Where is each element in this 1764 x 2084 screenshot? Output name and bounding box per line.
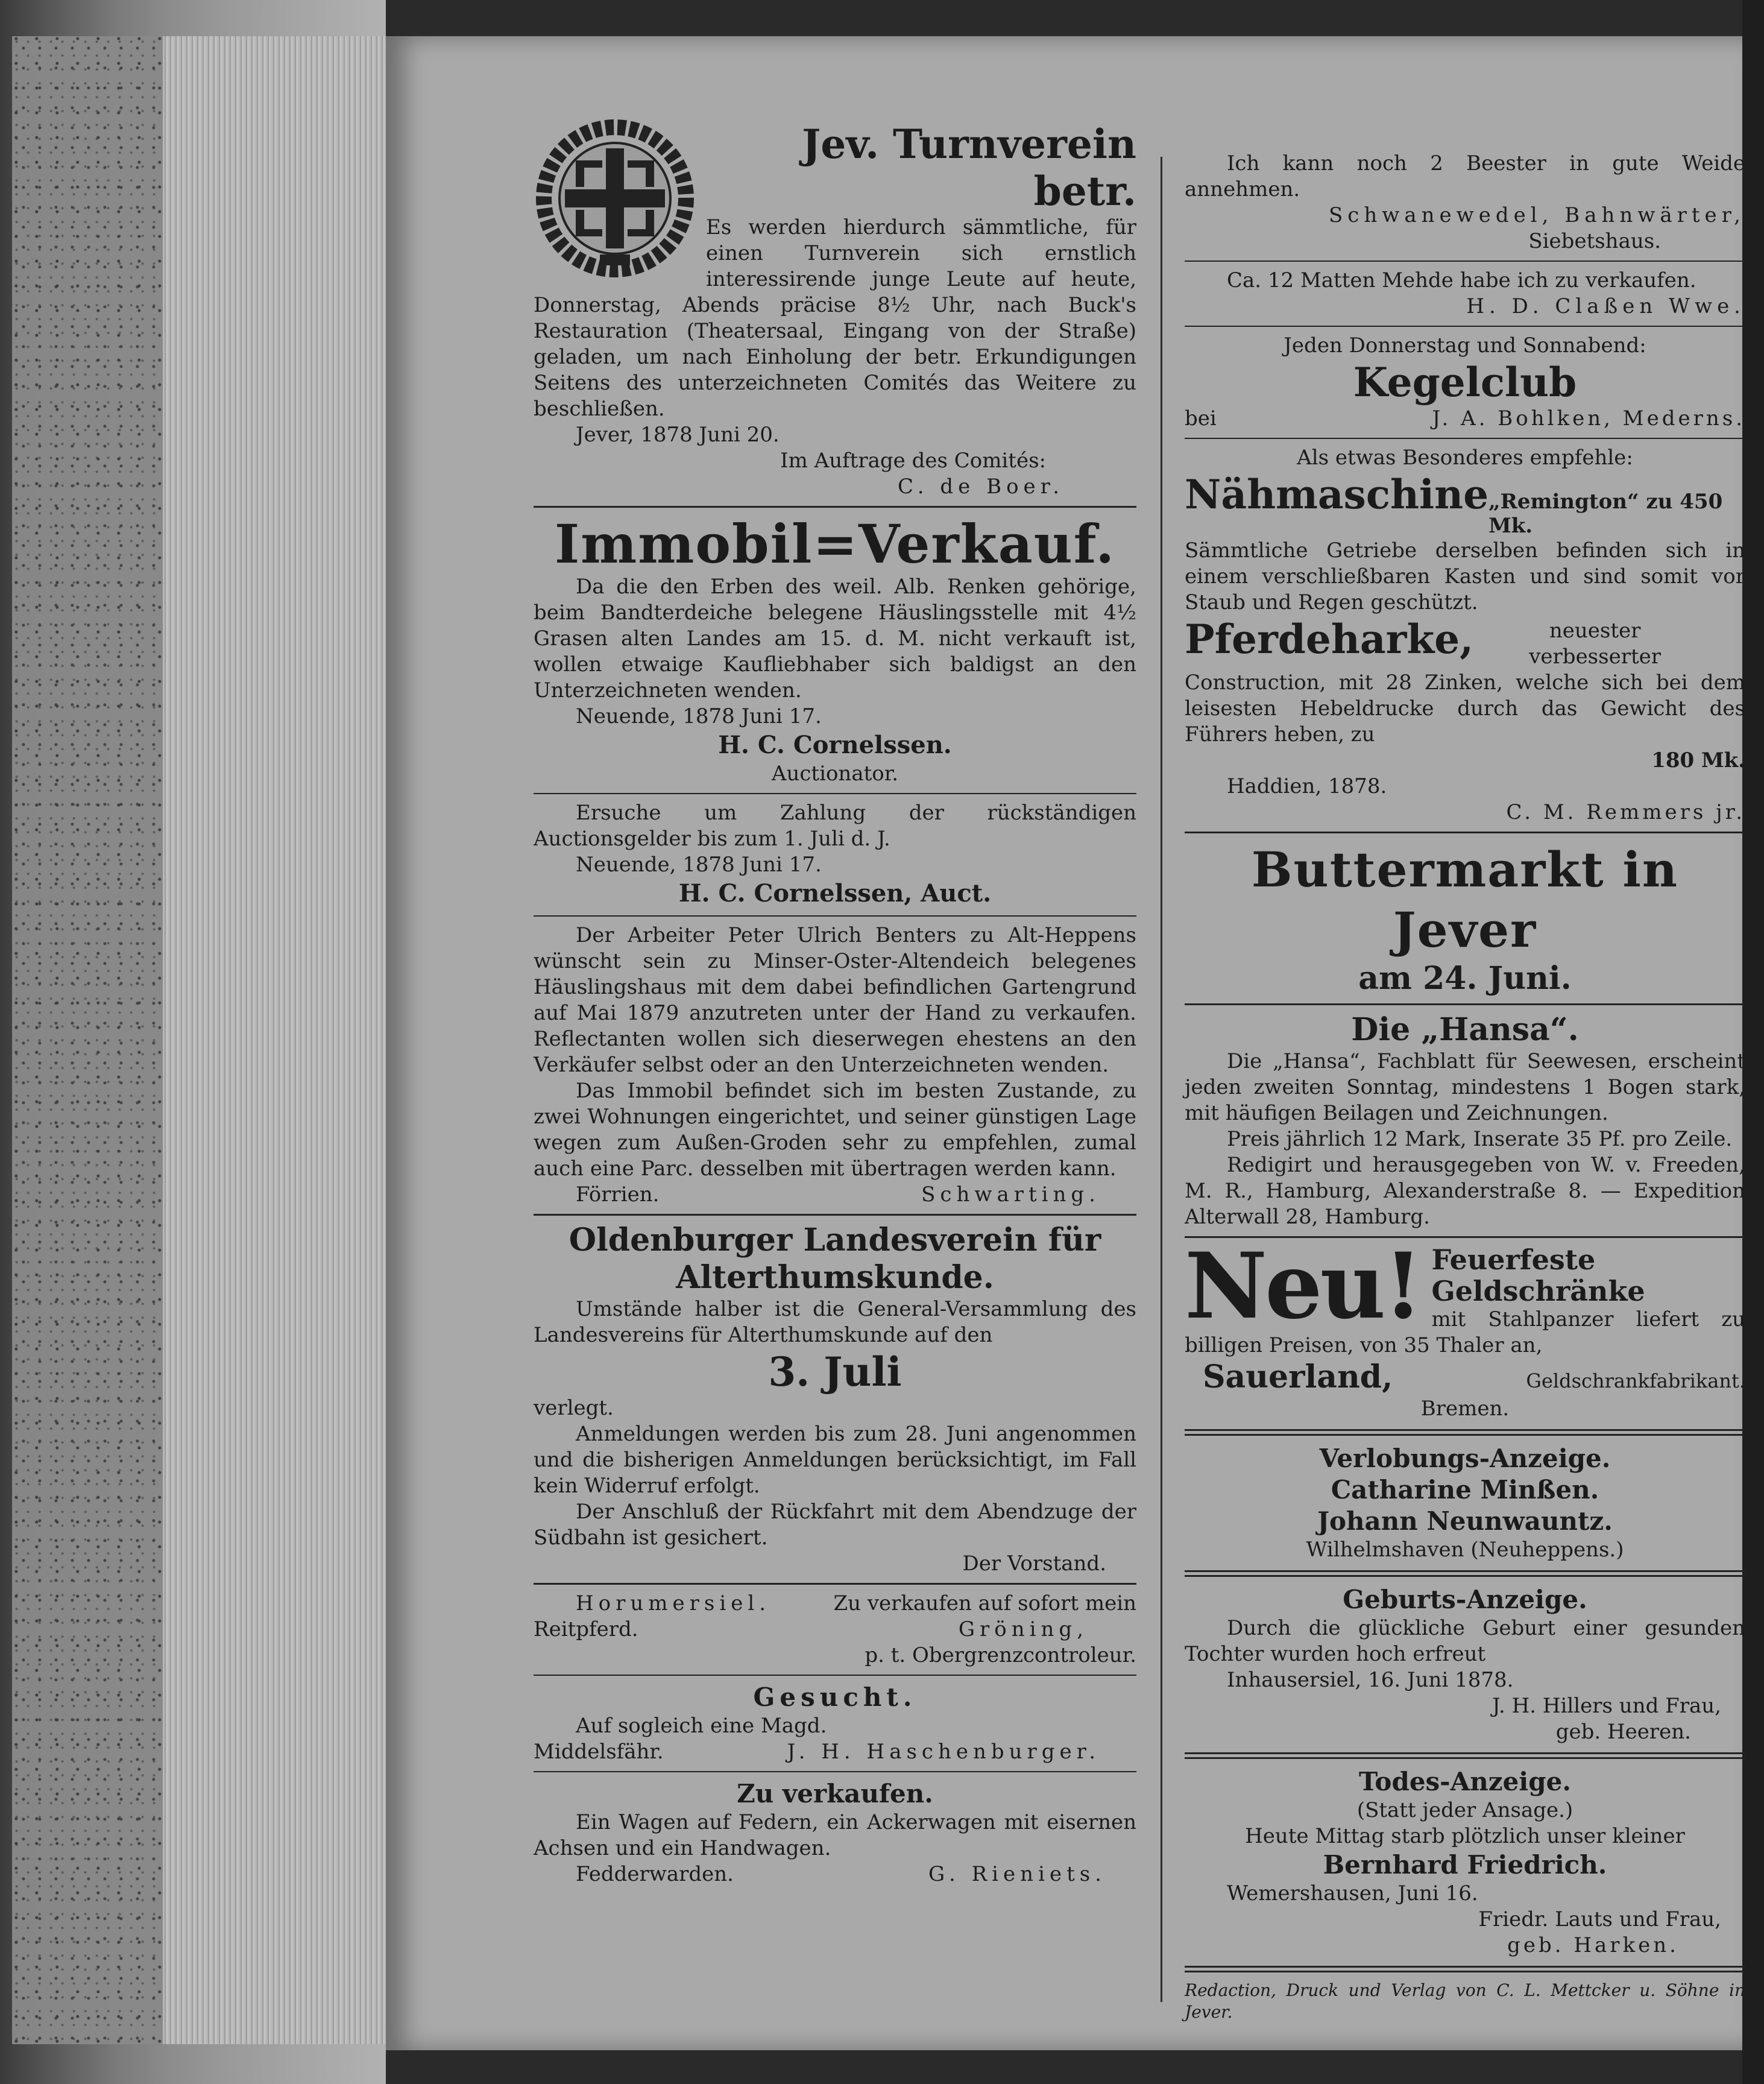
turnverein-date: Jever, 1878 Juni 20. <box>576 423 780 447</box>
hansa-body1: Die „Hansa“, Fachblatt für Seewesen, erscheint jeden zweiten Sonntag, mindestens 1 Bogen stark, mit häufigen Beilagen und Zeichnungen. <box>1185 1049 1745 1125</box>
turner-cross-emblem-icon <box>534 117 696 280</box>
separator <box>1185 1570 1745 1577</box>
benters-place: Förrien. <box>576 1183 660 1207</box>
tod-name: Bernhard Friedrich. <box>1323 1850 1607 1880</box>
kegelclub-bei: bei <box>1185 406 1217 431</box>
ad-benters <box>534 923 1136 1208</box>
immobil-signature: H. C. Cornelssen. <box>718 731 952 759</box>
zu-verkaufen-signature: G. Rieniets. <box>928 1862 1106 1886</box>
gesucht-body: Auf sogleich eine Magd. <box>576 1714 827 1738</box>
separator <box>1185 326 1745 327</box>
separator <box>1185 260 1745 262</box>
separator <box>1185 1003 1745 1005</box>
neu-company: Sauerland, <box>1203 1359 1393 1395</box>
landesverein-title2: Alterthumskunde. <box>676 1259 994 1296</box>
ad-hansa <box>1185 1011 1745 1230</box>
ad-weide <box>1185 151 1745 254</box>
book-page-edges <box>0 0 386 2084</box>
hansa-title: Die „Hansa“. <box>1351 1011 1579 1048</box>
ad-reitpferd <box>534 1591 1136 1669</box>
tod-sub: (Statt jeder Ansage.) <box>1356 1798 1573 1822</box>
tod-body: Heute Mittag starb plötzlich unser kleiner <box>1245 1824 1685 1848</box>
stacked-pages <box>163 36 386 2044</box>
ad-pferdeharke <box>1185 616 1745 826</box>
pferdeharke-sub2: verbesserter <box>1529 645 1661 669</box>
pferdeharke-sub1: neuester <box>1549 619 1641 643</box>
right-column <box>1185 121 1745 2023</box>
pferdeharke-body: Construction, mit 28 Zinken, welche sich bei dem leisesten Hebeldrucke durch das Gewicht des Führers heben, zu <box>1185 671 1745 747</box>
verlobung-title: Verlobungs-Anzeige. <box>1319 1444 1611 1473</box>
ad-geburt <box>1185 1584 1745 1745</box>
zahlung-body: Ersuche um Zahlung der rückständigen Auctionsgelder bis zum 1. Juli d. J. <box>534 801 1136 851</box>
naehmaschine-title: Nähmaschine <box>1185 471 1489 518</box>
buttermarkt-title: Buttermarkt in Jever <box>1251 841 1679 958</box>
separator <box>534 1214 1136 1216</box>
benters-body1: Der Arbeiter Peter Ulrich Benters zu Alt-Heppens wünscht sein zu Minser-Oster-Altendeich belegenes Häuslingshaus mit dem dabei befindlichen Gartengrund auf Mai 1879 anzutreten unter der Hand zu verkaufen. Reflectanten wollen sich dieserwegen ehestens an den Verkäufer selbst oder an den Unterzeichneten wenden. <box>534 923 1136 1077</box>
geburt-title: Geburts-Anzeige. <box>1343 1585 1587 1614</box>
hansa-body3: Redigirt und herausgegeben von W. v. Freeden, M. R., Hamburg, Alexanderstraße 8. — Expedition Alterwall 28, Hamburg. <box>1185 1153 1745 1229</box>
landesverein-date-big: 3. Juli <box>768 1348 902 1395</box>
separator <box>534 915 1136 917</box>
immobil-role: Auctionator. <box>771 762 899 786</box>
landesverein-body2: verlegt. <box>534 1396 614 1420</box>
immobil-body: Da die den Erben des weil. Alb. Renken gehörige, beim Bandterdeiche belegene Häuslingsstelle mit 4½ Grasen alten Landes am 15. d. M. nicht verkauft ist, wollen etwaige Kaufliebhaber sich baldigst an den Unterzeichneten wenden. <box>534 575 1136 703</box>
kegelclub-title: Kegelclub <box>1353 359 1577 406</box>
naehmaschine-model: „Remington“ zu 450 Mk. <box>1488 490 1723 538</box>
verlobung-name2: Johann Neunwauntz. <box>1317 1506 1613 1536</box>
background-right <box>1742 0 1764 2084</box>
ad-gesucht <box>534 1682 1136 1765</box>
geburt-nee: geb. Heeren. <box>1555 1720 1691 1744</box>
mehde-body: Ca. 12 Matten Mehde habe ich zu verkaufen. <box>1227 268 1696 292</box>
separator <box>1185 832 1745 833</box>
ad-zahlung <box>534 800 1136 909</box>
ad-kegelclub <box>1185 333 1745 432</box>
tod-signature: Friedr. Lauts und Frau, <box>1478 1907 1721 1931</box>
ad-verlobung <box>1185 1443 1745 1563</box>
pferdeharke-title: Pferdeharke, <box>1185 616 1474 663</box>
weide-body: Ich kann noch 2 Beester in gute Weide annehmen. <box>1185 151 1745 201</box>
landesverein-body3: Anmeldungen werden bis zum 28. Juni angenommen und die bisherigen Anmeldungen berücksichtigt, im Fall kein Widerruf erfolgt. <box>534 1422 1136 1498</box>
turnverein-body: Es werden hierdurch sämmtliche, für einen Turnverein sich ernstlich interessirende junge Leute auf heute, Donnerstag, Abends präcise 8½ Uhr, nach Buck's Restauration (Theatersaal, Eingang von der Straße) geladen, um nach Einholung der betr. Erkundigungen Seitens des unterzeichneten Comités das Weitere zu beschließen. <box>534 215 1136 421</box>
reitpferd-place: Horumersiel. <box>576 1591 771 1615</box>
separator <box>1185 438 1745 439</box>
landesverein-signature: Der Vorstand. <box>962 1552 1106 1576</box>
landesverein-body4: Der Anschluß der Rückfahrt mit dem Abendzuge der Südbahn ist gesichert. <box>534 1500 1136 1550</box>
verlobung-name1: Catharine Minßen. <box>1331 1475 1599 1505</box>
neu-title: Feuerfeste Geldschränke <box>1431 1243 1645 1307</box>
landesverein-body1: Umstände halber ist die General-Versammlung des Landesvereins für Alterthumskunde auf den <box>534 1297 1136 1347</box>
verlobung-place: Wilhelmshaven (Neuheppens.) <box>1306 1538 1624 1562</box>
separator <box>534 506 1136 508</box>
kegelclub-host: J. A. Bohlken, Mederns. <box>1432 406 1745 431</box>
reitpferd-role: p. t. Obergrenzcontroleur. <box>865 1643 1136 1667</box>
turnverein-title: Jev. Turnverein betr. <box>802 121 1136 215</box>
zahlung-signature: H. C. Cornelssen, Auct. <box>678 879 992 908</box>
separator <box>1185 1752 1745 1759</box>
ad-buttermarkt <box>1185 839 1745 997</box>
reitpferd-signature: Gröning, <box>958 1617 1088 1641</box>
gesucht-signature: J. H. Haschenburger. <box>787 1740 1100 1764</box>
mehde-signature: H. D. Claßen Wwe. <box>1466 294 1745 318</box>
ad-turnverein <box>534 121 1136 500</box>
tod-nee: geb. Harken. <box>1507 1933 1679 1957</box>
buttermarkt-date: am 24. Juni. <box>1358 960 1572 997</box>
pferdeharke-price: 180 Mk. <box>1651 748 1745 772</box>
tod-title: Todes-Anzeige. <box>1359 1767 1571 1796</box>
separator <box>534 1675 1136 1676</box>
pferdeharke-date: Haddien, 1878. <box>1227 774 1387 798</box>
turnverein-signature: C. de Boer. <box>897 475 1064 499</box>
turnverein-on-behalf: Im Auftrage des Comités: <box>780 449 1046 473</box>
tod-date: Wemershausen, Juni 16. <box>1227 1881 1478 1906</box>
naehmaschine-intro: Als etwas Besonderes empfehle: <box>1297 446 1633 470</box>
gesucht-title: Gesucht. <box>753 1682 917 1712</box>
ad-landesverein <box>534 1222 1136 1577</box>
ad-geldschraenke <box>1185 1233 1745 1422</box>
marbled-edge <box>12 36 163 2044</box>
neu-body: mit Stahlpanzer liefert zu billigen Preisen, von 35 Thaler an, <box>1185 1307 1745 1357</box>
hansa-body2: Preis jährlich 12 Mark, Inserate 35 Pf. pro Zeile. <box>1227 1127 1733 1151</box>
gesucht-place: Middelsfähr. <box>534 1740 664 1764</box>
geburt-date: Inhausersiel, 16. Juni 1878. <box>1227 1668 1514 1692</box>
column-divider <box>1161 157 1162 2002</box>
separator <box>1185 1429 1745 1436</box>
zu-verkaufen-title: Zu verkaufen. <box>737 1779 933 1808</box>
ad-tod <box>1185 1766 1745 1959</box>
separator <box>534 793 1136 794</box>
zahlung-date: Neuende, 1878 Juni 17. <box>576 853 822 877</box>
zu-verkaufen-place: Fedderwarden. <box>576 1862 734 1886</box>
landesverein-title1: Oldenburger Landesverein für <box>569 1222 1101 1258</box>
zu-verkaufen-body: Ein Wagen auf Federn, ein Ackerwagen mit eisernen Achsen und ein Handwagen. <box>534 1810 1136 1860</box>
weide-place: Siebetshaus. <box>1528 229 1661 253</box>
separator <box>534 1583 1136 1585</box>
neu-company-sub: Geldschrankfabrikant. <box>1526 1369 1745 1392</box>
naehmaschine-body: Sämmtliche Getriebe derselben befinden sich in einem verschließbaren Kasten und sind somit vor Staub und Regen geschützt. <box>1185 538 1745 614</box>
left-column <box>534 121 1136 1887</box>
immobil-date: Neuende, 1878 Juni 17. <box>576 704 822 728</box>
separator <box>534 1771 1136 1772</box>
reitpferd-text: Zu verkaufen auf sofort mein <box>833 1591 1136 1615</box>
kegelclub-intro: Jeden Donnerstag und Sonnabend: <box>1284 333 1646 358</box>
neu-headline: Neu! <box>1185 1233 1421 1339</box>
ad-naehmaschine <box>1185 445 1745 616</box>
immobil-title: Immobil=Verkauf. <box>554 513 1116 575</box>
weide-signature: Schwanewedel, Bahnwärter, <box>1328 203 1745 227</box>
geburt-signature: J. H. Hillers und Frau, <box>1492 1694 1721 1718</box>
ad-mehde <box>1185 268 1745 320</box>
ad-zu-verkaufen <box>534 1778 1136 1887</box>
separator <box>1185 1966 1745 1972</box>
reitpferd-text2: Reitpferd. <box>534 1617 638 1641</box>
imprint-footer: Redaction, Druck und Verlag von C. L. Mettcker u. Söhne in Jever. <box>1185 1980 1745 2022</box>
benters-body2: Das Immobil befindet sich im besten Zustande, zu zwei Wohnungen eingerichtet, und seiner günstigen Lage wegen zum Außen-Groden sehr zu empfehlen, zumal auch eine Parc. desselben mit übertragen werden kann. <box>534 1079 1136 1181</box>
benters-signature: Schwarting. <box>921 1183 1100 1207</box>
geburt-body: Durch die glückliche Geburt einer gesunden Tochter wurden hoch erfreut <box>1185 1616 1745 1666</box>
ad-immobil-verkauf <box>534 514 1136 787</box>
pferdeharke-signature: C. M. Remmers jr. <box>1506 800 1745 824</box>
neu-city: Bremen. <box>1420 1397 1510 1421</box>
